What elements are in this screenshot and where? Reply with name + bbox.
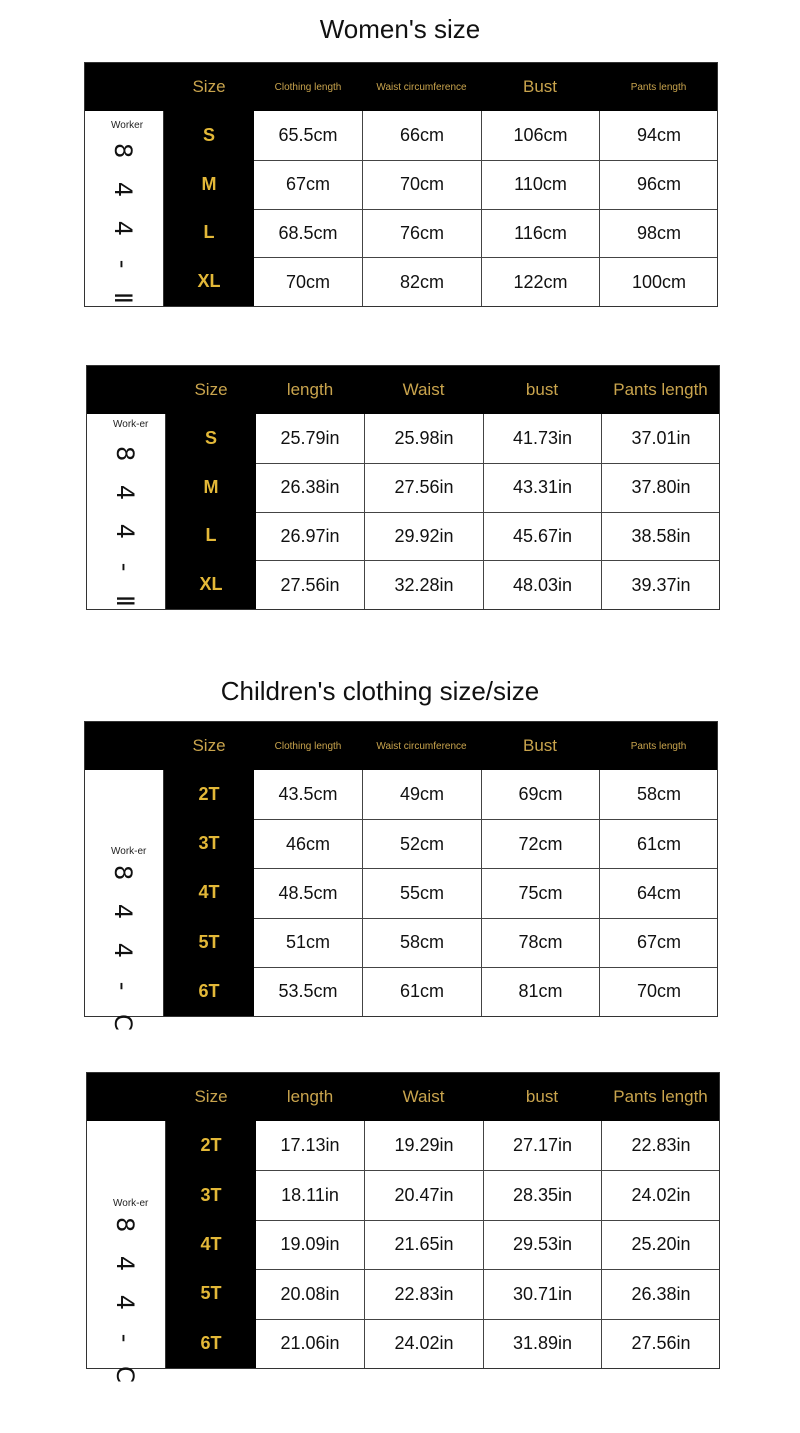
table-row [256,463,719,512]
table-cell: 41.73in [483,414,601,463]
size-label: 5T [200,1283,222,1304]
worker-column [85,111,164,312]
size-table [86,1072,720,1391]
size-label: 4T [198,882,220,903]
table-row [254,918,717,967]
size-label: M [201,173,217,194]
header-cell: Pants length [630,81,687,93]
table-cell: 67cm [599,919,718,967]
table-cell: 24.02in [364,1320,483,1368]
size-label: 2T [200,1135,222,1156]
table-cell: 19.09in [280,1234,340,1255]
childrens-size-title: Children's clothing size/size [220,676,540,706]
table-cell: 25.98in [364,414,483,463]
table-row [256,1269,719,1318]
table-cell: 100cm [599,258,718,306]
table-cell: 81cm [481,968,599,1016]
table-cell: 116cm [481,210,599,258]
table-cell: 75cm [481,869,599,917]
header-cell: bust [525,1087,559,1106]
worker-label: Worker [111,120,144,131]
table-row [256,414,719,463]
table-header [85,63,717,111]
table-header [85,722,717,770]
header-cell: length [286,1087,334,1106]
table-cell: 48.5cm [278,882,338,903]
table-cell: 70cm [362,161,481,209]
size-label: S [202,124,215,145]
table-row [254,819,717,868]
table-cell: 17.13in [280,1135,340,1156]
table-cell: 70cm [285,271,330,292]
table-cell: 37.80in [601,464,720,512]
worker-column [87,414,166,615]
table-cell: 53.5cm [278,981,338,1002]
table-cell: 43.5cm [278,784,338,805]
header-cell: Size [194,1087,228,1106]
womens-size-title: Women's size [319,14,481,44]
worker-code: 8 4 4 - C [109,865,137,1039]
table-cell: 68.5cm [278,222,338,243]
table-row [256,1121,719,1170]
table-cell: 55cm [362,869,481,917]
table-cell: 96cm [599,161,718,209]
table-cell: 43.31in [483,464,601,512]
size-label: S [204,427,217,448]
table-cell: 94cm [599,111,718,160]
header-cell: Bust [522,736,558,755]
table-row [254,209,717,258]
size-label: L [203,222,215,243]
header-cell: Waist circumference [376,81,467,93]
size-label: XL [197,271,221,292]
header-cell: Clothing length [274,81,342,93]
header-cell: Size [192,736,226,755]
size-table [84,62,718,312]
table-row [254,257,717,306]
header-cell: Pants length [613,380,708,399]
worker-column [87,1121,166,1391]
table-cell: 69cm [481,770,599,819]
table-cell: 46cm [285,833,330,854]
table-cell: 67cm [285,174,330,195]
table-cell: 26.97in [280,525,340,546]
size-table [86,365,720,615]
table-row [254,770,717,819]
table-cell: 20.47in [364,1171,483,1219]
worker-label: Work-er [113,1197,149,1209]
header-cell: Bust [522,77,558,96]
table-row [256,560,719,609]
table-cell: 72cm [481,820,599,868]
table-cell: 32.28in [364,561,483,609]
table-cell: 25.20in [601,1221,720,1269]
size-column [164,111,254,306]
table-cell: 61cm [599,820,718,868]
size-label: 6T [198,980,220,1001]
worker-code: 8 4 4 - C [111,1216,139,1391]
table-cell: 22.83in [364,1270,483,1318]
table-cell: 61cm [362,968,481,1016]
size-label: L [205,525,217,546]
table-cell: 24.02in [601,1171,720,1219]
size-label: M [203,476,219,497]
header-cell: Pants length [613,1087,708,1106]
table-cell: 51cm [285,932,330,953]
table-cell: 98cm [599,210,718,258]
table-row [256,512,719,561]
table-cell: 66cm [362,111,481,160]
table-header [87,1073,719,1121]
table-cell: 18.11in [281,1185,339,1206]
worker-label: Work-er [113,419,149,430]
table-cell: 37.01in [601,414,720,463]
table-header [87,366,719,414]
table-cell: 82cm [362,258,481,306]
table-row [254,160,717,209]
header-cell: Size [192,77,226,96]
table-cell: 65.5cm [278,124,338,145]
table-cell: 29.92in [364,513,483,561]
table-cell: 27.56in [364,464,483,512]
table-cell: 110cm [481,161,599,209]
table-cell: 49cm [362,770,481,819]
size-label: 3T [200,1184,222,1205]
size-column [164,770,254,1016]
table-cell: 27.56in [280,574,340,595]
table-cell: 20.08in [280,1283,340,1304]
table-cell: 58cm [599,770,718,819]
header-cell: Waist [402,1087,445,1106]
table-row [254,111,717,160]
size-label: 3T [198,833,220,854]
table-cell: 122cm [481,258,599,306]
size-label: 4T [200,1233,222,1254]
header-cell: bust [525,380,559,399]
table-cell: 64cm [599,869,718,917]
table-cell: 21.06in [280,1333,340,1354]
table-cell: 28.35in [483,1171,601,1219]
table-cell: 26.38in [280,477,340,498]
header-cell: length [286,380,334,399]
table-cell: 38.58in [601,513,720,561]
worker-label: Work-er [111,846,147,857]
table-cell: 21.65in [364,1221,483,1269]
size-column [166,1121,256,1368]
table-cell: 27.17in [483,1121,601,1170]
table-cell: 45.67in [483,513,601,561]
size-label: 5T [198,931,220,952]
table-cell: 106cm [481,111,599,160]
table-cell: 25.79in [280,427,340,448]
table-cell: 48.03in [483,561,601,609]
table-cell: 58cm [362,919,481,967]
table-cell: 78cm [481,919,599,967]
table-cell: 39.37in [601,561,720,609]
size-label: XL [199,574,223,595]
worker-code: 8 4 4 - Ⅱ [109,143,137,312]
size-column [166,414,256,609]
table-cell: 19.29in [364,1121,483,1170]
worker-column [85,770,164,1039]
size-table [84,721,718,1039]
worker-code: 8 4 4 - Ⅱ [111,446,139,615]
size-label: 6T [200,1332,222,1353]
table-row [256,1220,719,1269]
header-cell: Pants length [630,740,687,752]
table-cell: 29.53in [483,1221,601,1269]
table-row [256,1170,719,1219]
size-label: 2T [198,784,220,805]
table-cell: 22.83in [601,1121,720,1170]
table-cell: 26.38in [601,1270,720,1318]
table-cell: 31.89in [483,1320,601,1368]
header-cell: Waist circumference [376,740,467,752]
table-cell: 76cm [362,210,481,258]
table-cell: 70cm [599,968,718,1016]
table-row [256,1319,719,1368]
header-cell: Clothing length [274,740,342,752]
table-cell: 27.56in [601,1320,720,1368]
table-cell: 52cm [362,820,481,868]
header-cell: Waist [402,380,445,399]
header-cell: Size [194,380,228,399]
table-row [254,868,717,917]
table-cell: 30.71in [483,1270,601,1318]
table-row [254,967,717,1016]
